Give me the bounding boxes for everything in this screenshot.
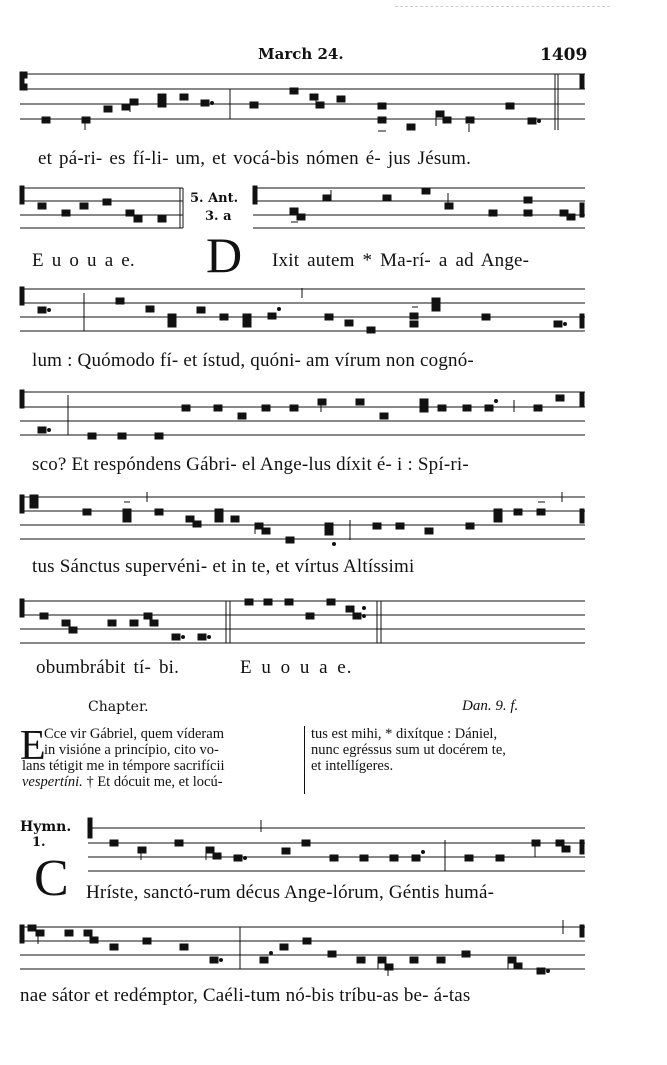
chapter-label: Chapter. [88,699,149,715]
chapter-right-line-2: nunc egréssus sum ut docérem te, [311,742,506,758]
chapter-left-column [20,723,302,790]
chapter-left-line-3: lans tétigit me in témpore sacrifícii [22,758,225,774]
hymn-lyrics-line-2: nae sátor et redémptor, Caéli-tum nó-bis tríbu-as be- á-tas [20,985,471,1006]
antiphon-number: 5. Ant. [190,191,239,206]
chapter-reference: Dan. 9. f. [462,698,519,714]
staff-1-notes [0,0,667,144]
lyrics-euouae-1: E u o u a e. [32,250,135,271]
lyrics-line-4: sco? Et respóndens Gábri- el Ange-lus díxit é- i : Spí-ri- [32,454,469,475]
hymn-label: Hymn. [20,819,72,835]
chapter-dropcap: E [20,723,46,769]
chapter-left-line-2: in visióne a princípio, cito vo- [44,742,219,758]
chapter-right-line-3: et intellígeres. [311,758,394,774]
lyrics-line-1: et pá-ri- es fí-li- um, et vocá-bis nómen é- jus Jésum. [38,148,472,169]
hymn-lyrics-line-1: Hríste, sanctó-rum décus Ange-lórum, Géntis humá- [86,882,495,903]
lyrics-line-3: lum : Quómodo fí- et ístud, quóni- am vírum non cognó- [32,350,474,371]
chapter-left-line-4 [22,774,302,790]
chapter-right-line-1: tus est mihi, * dixítque : Dániel, [311,726,498,742]
page-number: 1409 [540,45,588,65]
lyrics-euouae-2: E u o u a e. [240,657,353,678]
chapter-right-column [311,726,596,774]
antiphon-dropcap: D [206,227,243,283]
lyrics-line-5: tus Sánctus supervéni- et in te, et vírtus Altíssimi [32,556,415,577]
antiphon-mode: 3. a [205,209,232,224]
lyrics-line-6: obumbrábit tí- bi. [36,657,180,678]
hymn-number: 1. [32,835,46,850]
running-title: March 24. [258,45,344,63]
lyrics-line-2: Ixit autem * Ma-rí- a ad Ange- [272,250,530,271]
chapter-italic-word: vespertíni. [22,774,83,790]
chapter-left-line-1: Cce vir Gábriel, quem víderam [44,726,224,742]
chapter-left-line-4-rest: † Et dócuit me, et locú- [82,774,223,790]
column-divider [304,726,305,794]
hymn-dropcap: C [34,850,69,907]
